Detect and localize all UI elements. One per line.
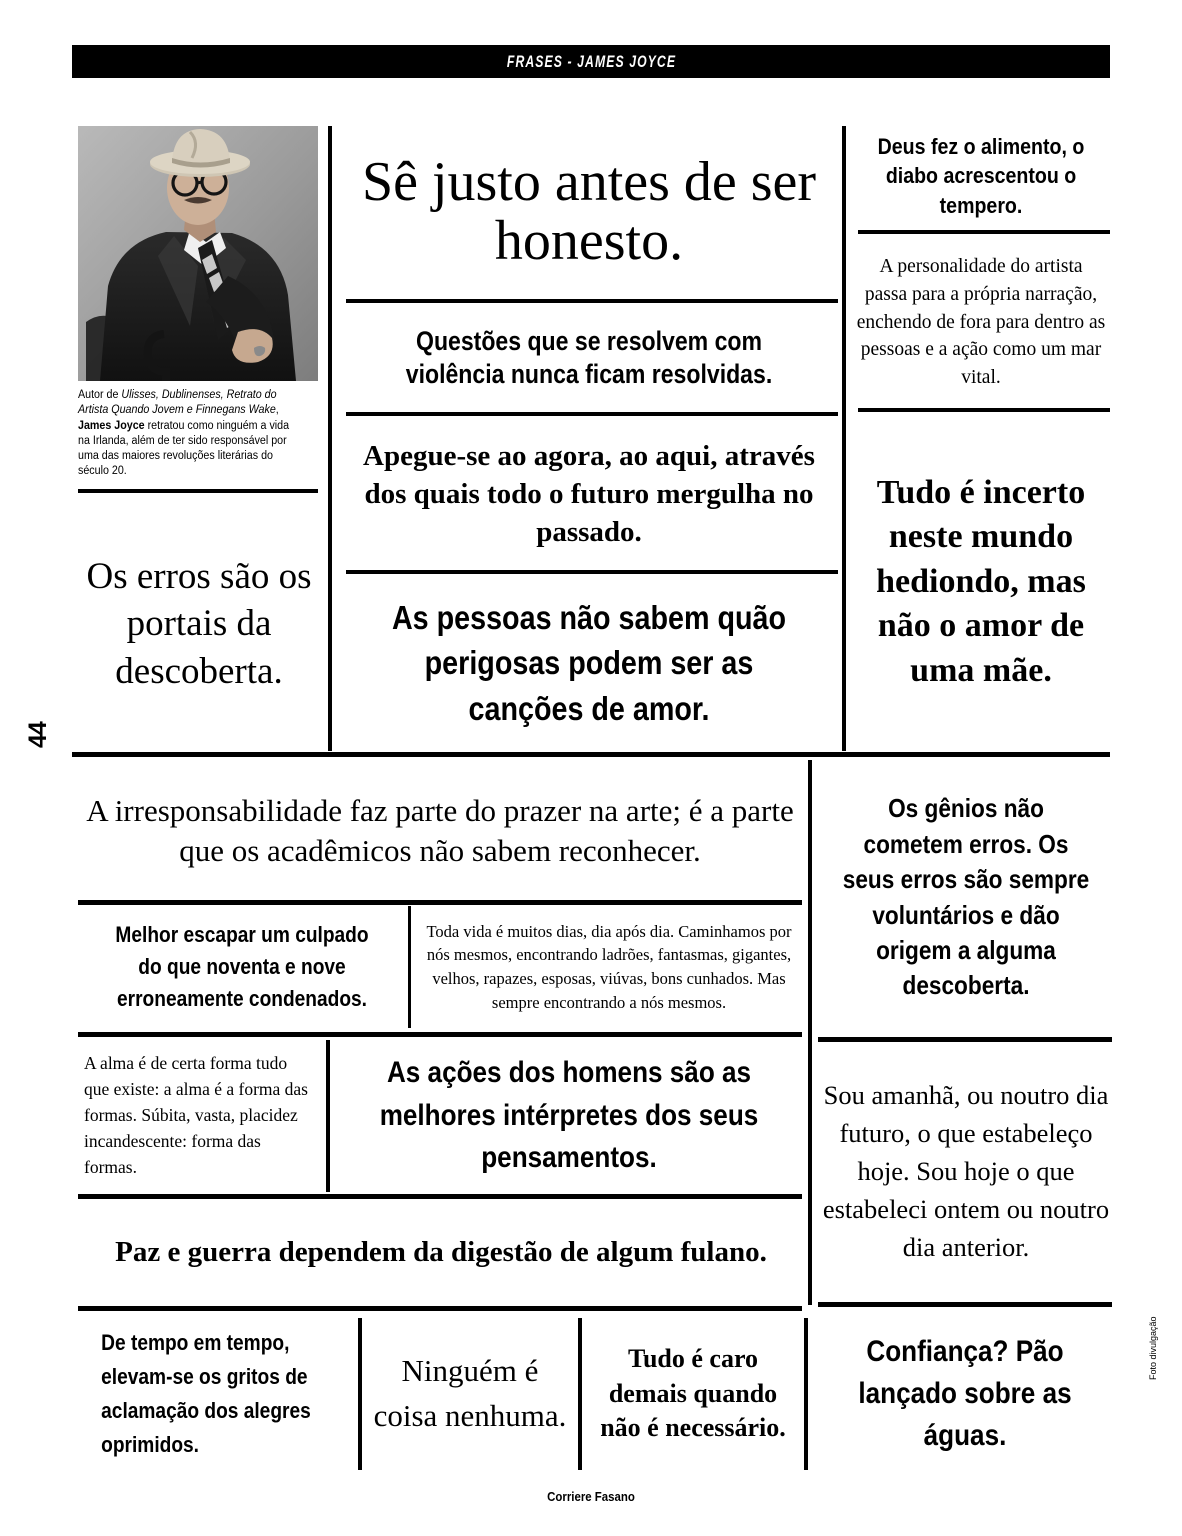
divider-left-middle-top: [328, 126, 332, 751]
quote-culpado: Melhor escapar um culpado do que noventa e nove erroneamente condenados.: [115, 922, 369, 1011]
quote-genios: Os gênios não cometem erros. Os seus erros são sempre voluntários e dão origem a alguma descoberta.: [842, 793, 1090, 1001]
rule-apegue-bottom: [346, 570, 838, 574]
quote-confianca: Confiança? Pão lançado sobre as águas.: [858, 1335, 1072, 1452]
caption-rest: retratou como ninguém a vida na Irlanda, além de ter sido responsável por uma das maiores revoluções literárias do século 20.: [78, 419, 290, 478]
divider-detempo-ninguem: [358, 1318, 362, 1470]
rule-tempero-bottom: [858, 230, 1110, 234]
divider-middle-right-top: [842, 126, 846, 751]
divider-main-right-mid: [808, 760, 812, 1305]
quote-irresponsabilidade: A irresponsabilidade faz parte do prazer na arte; é a parte que os acadêmicos não sabem reconhecer.: [86, 792, 794, 868]
quote-sou-amanha: Sou amanhã, ou noutro dia futuro, o que estabeleço hoje. Sou hoje o que estabeleci ontem ou noutro dia anterior.: [822, 1079, 1110, 1263]
rule-personalidade-bottom: [858, 408, 1110, 412]
footer-publication: Corriere Fasano: [547, 1489, 635, 1504]
rule-irresponsabilidade-bottom: [78, 900, 802, 905]
rule-paz-guerra-bottom: [78, 1306, 802, 1311]
rule-top-block-bottom: [72, 752, 1110, 757]
caption-works: Ulisses, Dublinenses, Retrato do Artista Quando Jovem e Finnegans Wake: [78, 389, 277, 417]
quote-violencia: Questões que se resolvem com violência nunca ficam resolvidas.: [405, 326, 773, 389]
caption-prefix: Autor de: [78, 389, 122, 401]
quote-headline: Sê justo antes de ser honesto.: [361, 150, 817, 272]
rule-culpado-bottom: [78, 1032, 802, 1037]
portrait-illustration: [78, 126, 318, 381]
rule-sou-amanha-bottom: [818, 1302, 1112, 1307]
divider-culpado-todavida: [408, 906, 411, 1028]
rule-acoes-bottom: [78, 1194, 802, 1199]
rule-under-caption: [78, 489, 318, 493]
quote-ninguem: Ninguém é coisa nenhuma.: [373, 1353, 567, 1433]
quote-cancoes: As pessoas não sabem quão perigosas podem ser as canções de amor.: [391, 598, 787, 727]
quote-acoes: As ações dos homens são as melhores intérpretes dos seus pensamentos.: [379, 1056, 759, 1175]
james-joyce-portrait-photo: [78, 126, 318, 381]
page-header-title: FRASES - JAMES JOYCE: [506, 51, 676, 71]
quote-alma: A alma é de certa forma tudo que existe: a alma é a forma das formas. Súbita, vasta, placidez incandescente: forma das formas.: [84, 1053, 308, 1177]
quote-tudo-caro: Tudo é caro demais quando não é necessário.: [600, 1343, 786, 1443]
quote-erros-portais: Os erros são os portais da descoberta.: [86, 555, 312, 692]
rule-violencia-bottom: [346, 412, 838, 416]
divider-ninguem-tudocaro: [578, 1318, 582, 1470]
page-number: 44: [24, 722, 52, 748]
caption-comma: ,: [275, 404, 279, 417]
quote-apegue: Apegue-se ao agora, ao aqui, através dos quais todo o futuro mergulha no passado.: [363, 439, 815, 549]
photo-credit: Foto divulgação: [1148, 1316, 1158, 1380]
quote-paz-guerra: Paz e guerra dependem da digestão de algum fulano.: [115, 1235, 767, 1268]
photo-caption: [78, 388, 301, 480]
divider-tudocaro-confianca: [804, 1318, 808, 1470]
caption-author-name: James Joyce: [78, 419, 145, 432]
page-header-banner: [72, 45, 1110, 78]
divider-alma-acoes: [326, 1040, 330, 1192]
quote-de-tempo: De tempo em tempo, elevam-se os gritos de aclamação dos alegres oprimidos.: [101, 1329, 311, 1458]
quote-toda-vida: Toda vida é muitos dias, dia após dia. Caminhamos por nós mesmos, encontrando ladrões, fantasmas, gigantes, velhos, rapazes, esposas, viúvas, bons cunhados. Mas sempre encontrando a nós mesmos.: [426, 921, 792, 1012]
quote-tempero: Deus fez o alimento, o diabo acrescentou o tempero.: [877, 134, 1085, 218]
quote-incerto: Tudo é incerto neste mundo hediondo, mas não o amor de uma mãe.: [876, 473, 1086, 689]
rule-headline-bottom: [346, 299, 838, 303]
quote-personalidade: A personalidade do artista passa para a própria narração, enchendo de fora para dentro as pessoas e a ação como um mar vital.: [856, 256, 1106, 389]
